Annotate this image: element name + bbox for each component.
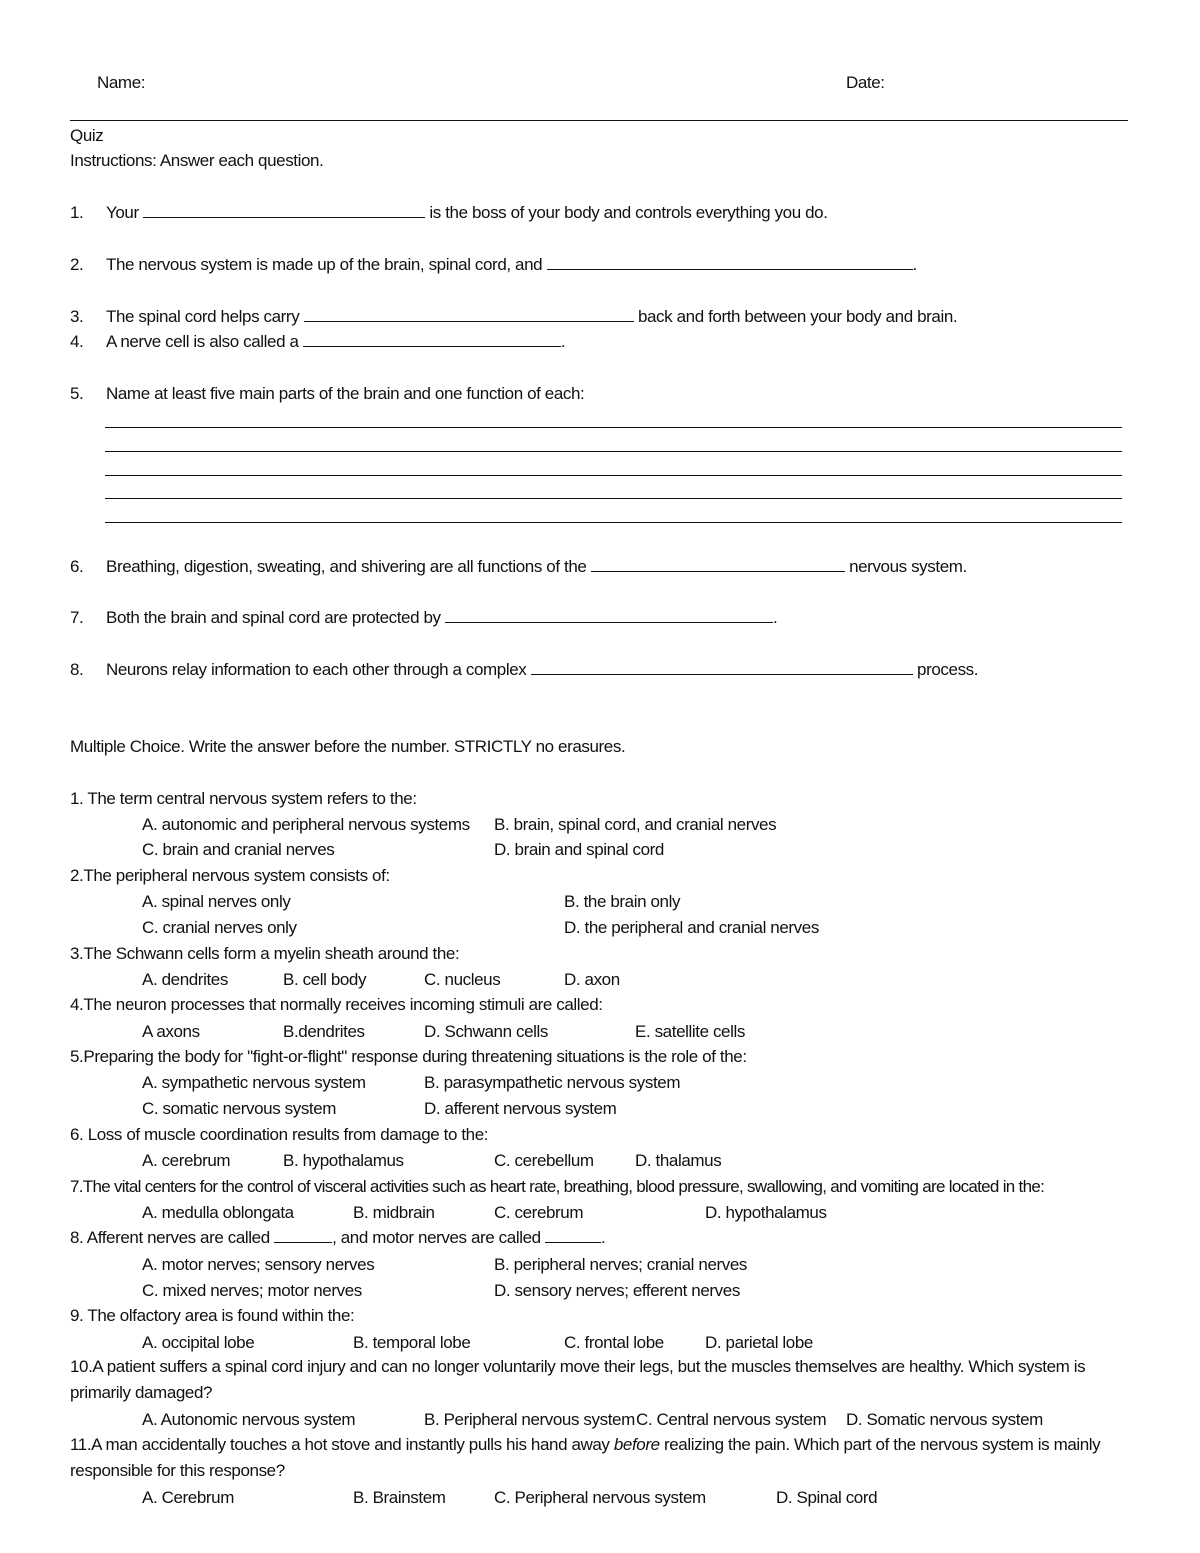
mc-option[interactable]: B. the brain only [564, 892, 681, 911]
mc-stem: 9. The olfactory area is found within the: [70, 1306, 355, 1325]
question-number: 6. [70, 557, 84, 576]
answer-blank[interactable] [303, 332, 561, 347]
mc-option[interactable]: A. autonomic and peripheral nervous systems [142, 815, 470, 834]
mc-stem: 1. The term central nervous system refers to the: [70, 789, 417, 808]
answer-blank[interactable] [445, 608, 773, 623]
answer-blank[interactable] [591, 557, 845, 572]
mc-option[interactable]: A. Autonomic nervous system [142, 1410, 356, 1429]
question-8: Neurons relay information to each other through a complex process. [106, 660, 979, 679]
question-6: Breathing, digestion, sweating, and shivering are all functions of the nervous system. [106, 557, 967, 576]
mc-option[interactable]: D. thalamus [635, 1151, 722, 1170]
mc-option[interactable]: D. Somatic nervous system [846, 1410, 1043, 1429]
mc-option[interactable]: C. Peripheral nervous system [494, 1488, 706, 1507]
mc-option[interactable]: D. sensory nerves; efferent nerves [494, 1281, 740, 1300]
question-4: A nerve cell is also called a . [106, 332, 566, 351]
question-number: 7. [70, 608, 84, 627]
name-label: Name: [97, 73, 146, 92]
mc-option[interactable]: C. frontal lobe [564, 1333, 664, 1352]
mc-stem: 8. Afferent nerves are called , and motor nerves are called . [70, 1228, 606, 1247]
quiz-title: Quiz [70, 126, 104, 145]
answer-blank[interactable] [304, 307, 634, 322]
mc-option[interactable]: B. parasympathetic nervous system [424, 1073, 681, 1092]
mc-stem: 6. Loss of muscle coordination results from damage to the: [70, 1125, 489, 1144]
mc-option[interactable]: A. sympathetic nervous system [142, 1073, 366, 1092]
mc-option[interactable]: A. medulla oblongata [142, 1203, 294, 1222]
mc-option[interactable]: B. brain, spinal cord, and cranial nerves [494, 815, 777, 834]
mc-stem: 3.The Schwann cells form a myelin sheath around the: [70, 944, 460, 963]
question-5: Name at least five main parts of the brain and one function of each: [106, 384, 585, 403]
mc-option[interactable]: B. hypothalamus [283, 1151, 404, 1170]
header-divider [70, 120, 1128, 121]
date-label: Date: [846, 73, 885, 92]
mc-stem: 4.The neuron processes that normally receives incoming stimuli are called: [70, 995, 603, 1014]
question-number: 3. [70, 307, 84, 326]
question-7: Both the brain and spinal cord are protected by . [106, 608, 778, 627]
question-number: 4. [70, 332, 84, 351]
question-1: Your is the boss of your body and controls everything you do. [106, 203, 828, 222]
mc-option[interactable]: E. satellite cells [635, 1022, 745, 1041]
mc-option[interactable]: B. cell body [283, 970, 367, 989]
mc-heading: Multiple Choice. Write the answer before the number. STRICTLY no erasures. [70, 737, 626, 756]
mc-option[interactable]: D. parietal lobe [705, 1333, 813, 1352]
mc-option[interactable]: B. midbrain [353, 1203, 435, 1222]
mc-option[interactable]: A. occipital lobe [142, 1333, 255, 1352]
mc-stem: 11.A man accidentally touches a hot stove and instantly pulls his hand away before realizing the pain. Which part of the nervous system is mainly responsible for this response? [70, 1435, 1101, 1480]
mc-option[interactable]: A. spinal nerves only [142, 892, 291, 911]
mc-option[interactable]: C. brain and cranial nerves [142, 840, 335, 859]
answer-line[interactable] [105, 451, 1122, 452]
mc-option[interactable]: C. cerebrum [494, 1203, 584, 1222]
mc-option[interactable]: B. Brainstem [353, 1488, 446, 1507]
mc-option[interactable]: A. dendrites [142, 970, 228, 989]
mc-option[interactable]: B. Peripheral nervous system [424, 1410, 635, 1429]
mc-option[interactable]: D. hypothalamus [705, 1203, 827, 1222]
answer-line[interactable] [105, 522, 1122, 523]
question-number: 8. [70, 660, 84, 679]
answer-line[interactable] [105, 475, 1122, 476]
mc-stem: 5.Preparing the body for "fight-or-flight" response during threatening situations is the role of the: [70, 1047, 747, 1066]
question-number: 5. [70, 384, 84, 403]
answer-line[interactable] [105, 427, 1122, 428]
mc-option[interactable]: C. nucleus [424, 970, 501, 989]
mc-option[interactable]: A. motor nerves; sensory nerves [142, 1255, 375, 1274]
answer-line[interactable] [105, 498, 1122, 499]
mc-option[interactable]: A. Cerebrum [142, 1488, 234, 1507]
mc-option[interactable]: B. temporal lobe [353, 1333, 471, 1352]
mc-option[interactable]: D. axon [564, 970, 620, 989]
mc-option[interactable]: D. Schwann cells [424, 1022, 548, 1041]
mc-option[interactable]: D. Spinal cord [776, 1488, 878, 1507]
mc-stem: 7.The vital centers for the control of visceral activities such as heart rate, breathing, blood pressure, swallowing, and vomiting are located in the: [70, 1177, 1045, 1196]
answer-blank[interactable] [143, 203, 425, 218]
mc-option[interactable]: B.dendrites [283, 1022, 365, 1041]
mc-option[interactable]: D. brain and spinal cord [494, 840, 664, 859]
question-number: 2. [70, 255, 84, 274]
mc-option[interactable]: A. cerebrum [142, 1151, 231, 1170]
question-2: The nervous system is made up of the brain, spinal cord, and . [106, 255, 917, 274]
mc-option[interactable]: A axons [142, 1022, 200, 1041]
mc-option[interactable]: D. the peripheral and cranial nerves [564, 918, 819, 937]
mc-option[interactable]: C. mixed nerves; motor nerves [142, 1281, 362, 1300]
mc-option[interactable]: C. Central nervous system [636, 1410, 827, 1429]
answer-blank[interactable] [274, 1228, 332, 1243]
mc-option[interactable]: C. cranial nerves only [142, 918, 297, 937]
mc-stem: 2.The peripheral nervous system consists of: [70, 866, 390, 885]
mc-option[interactable]: D. afferent nervous system [424, 1099, 617, 1118]
quiz-instructions: Instructions: Answer each question. [70, 151, 324, 170]
mc-option[interactable]: B. peripheral nerves; cranial nerves [494, 1255, 748, 1274]
answer-blank[interactable] [531, 660, 913, 675]
mc-option[interactable]: C. cerebellum [494, 1151, 594, 1170]
mc-stem: 10.A patient suffers a spinal cord injury and can no longer voluntarily move their legs, but the muscles themselves are healthy. Which system is primarily damaged? [70, 1357, 1086, 1402]
question-number: 1. [70, 203, 84, 222]
answer-blank[interactable] [547, 255, 913, 270]
mc-option[interactable]: C. somatic nervous system [142, 1099, 337, 1118]
answer-blank[interactable] [545, 1228, 601, 1243]
question-3: The spinal cord helps carry back and forth between your body and brain. [106, 307, 958, 326]
